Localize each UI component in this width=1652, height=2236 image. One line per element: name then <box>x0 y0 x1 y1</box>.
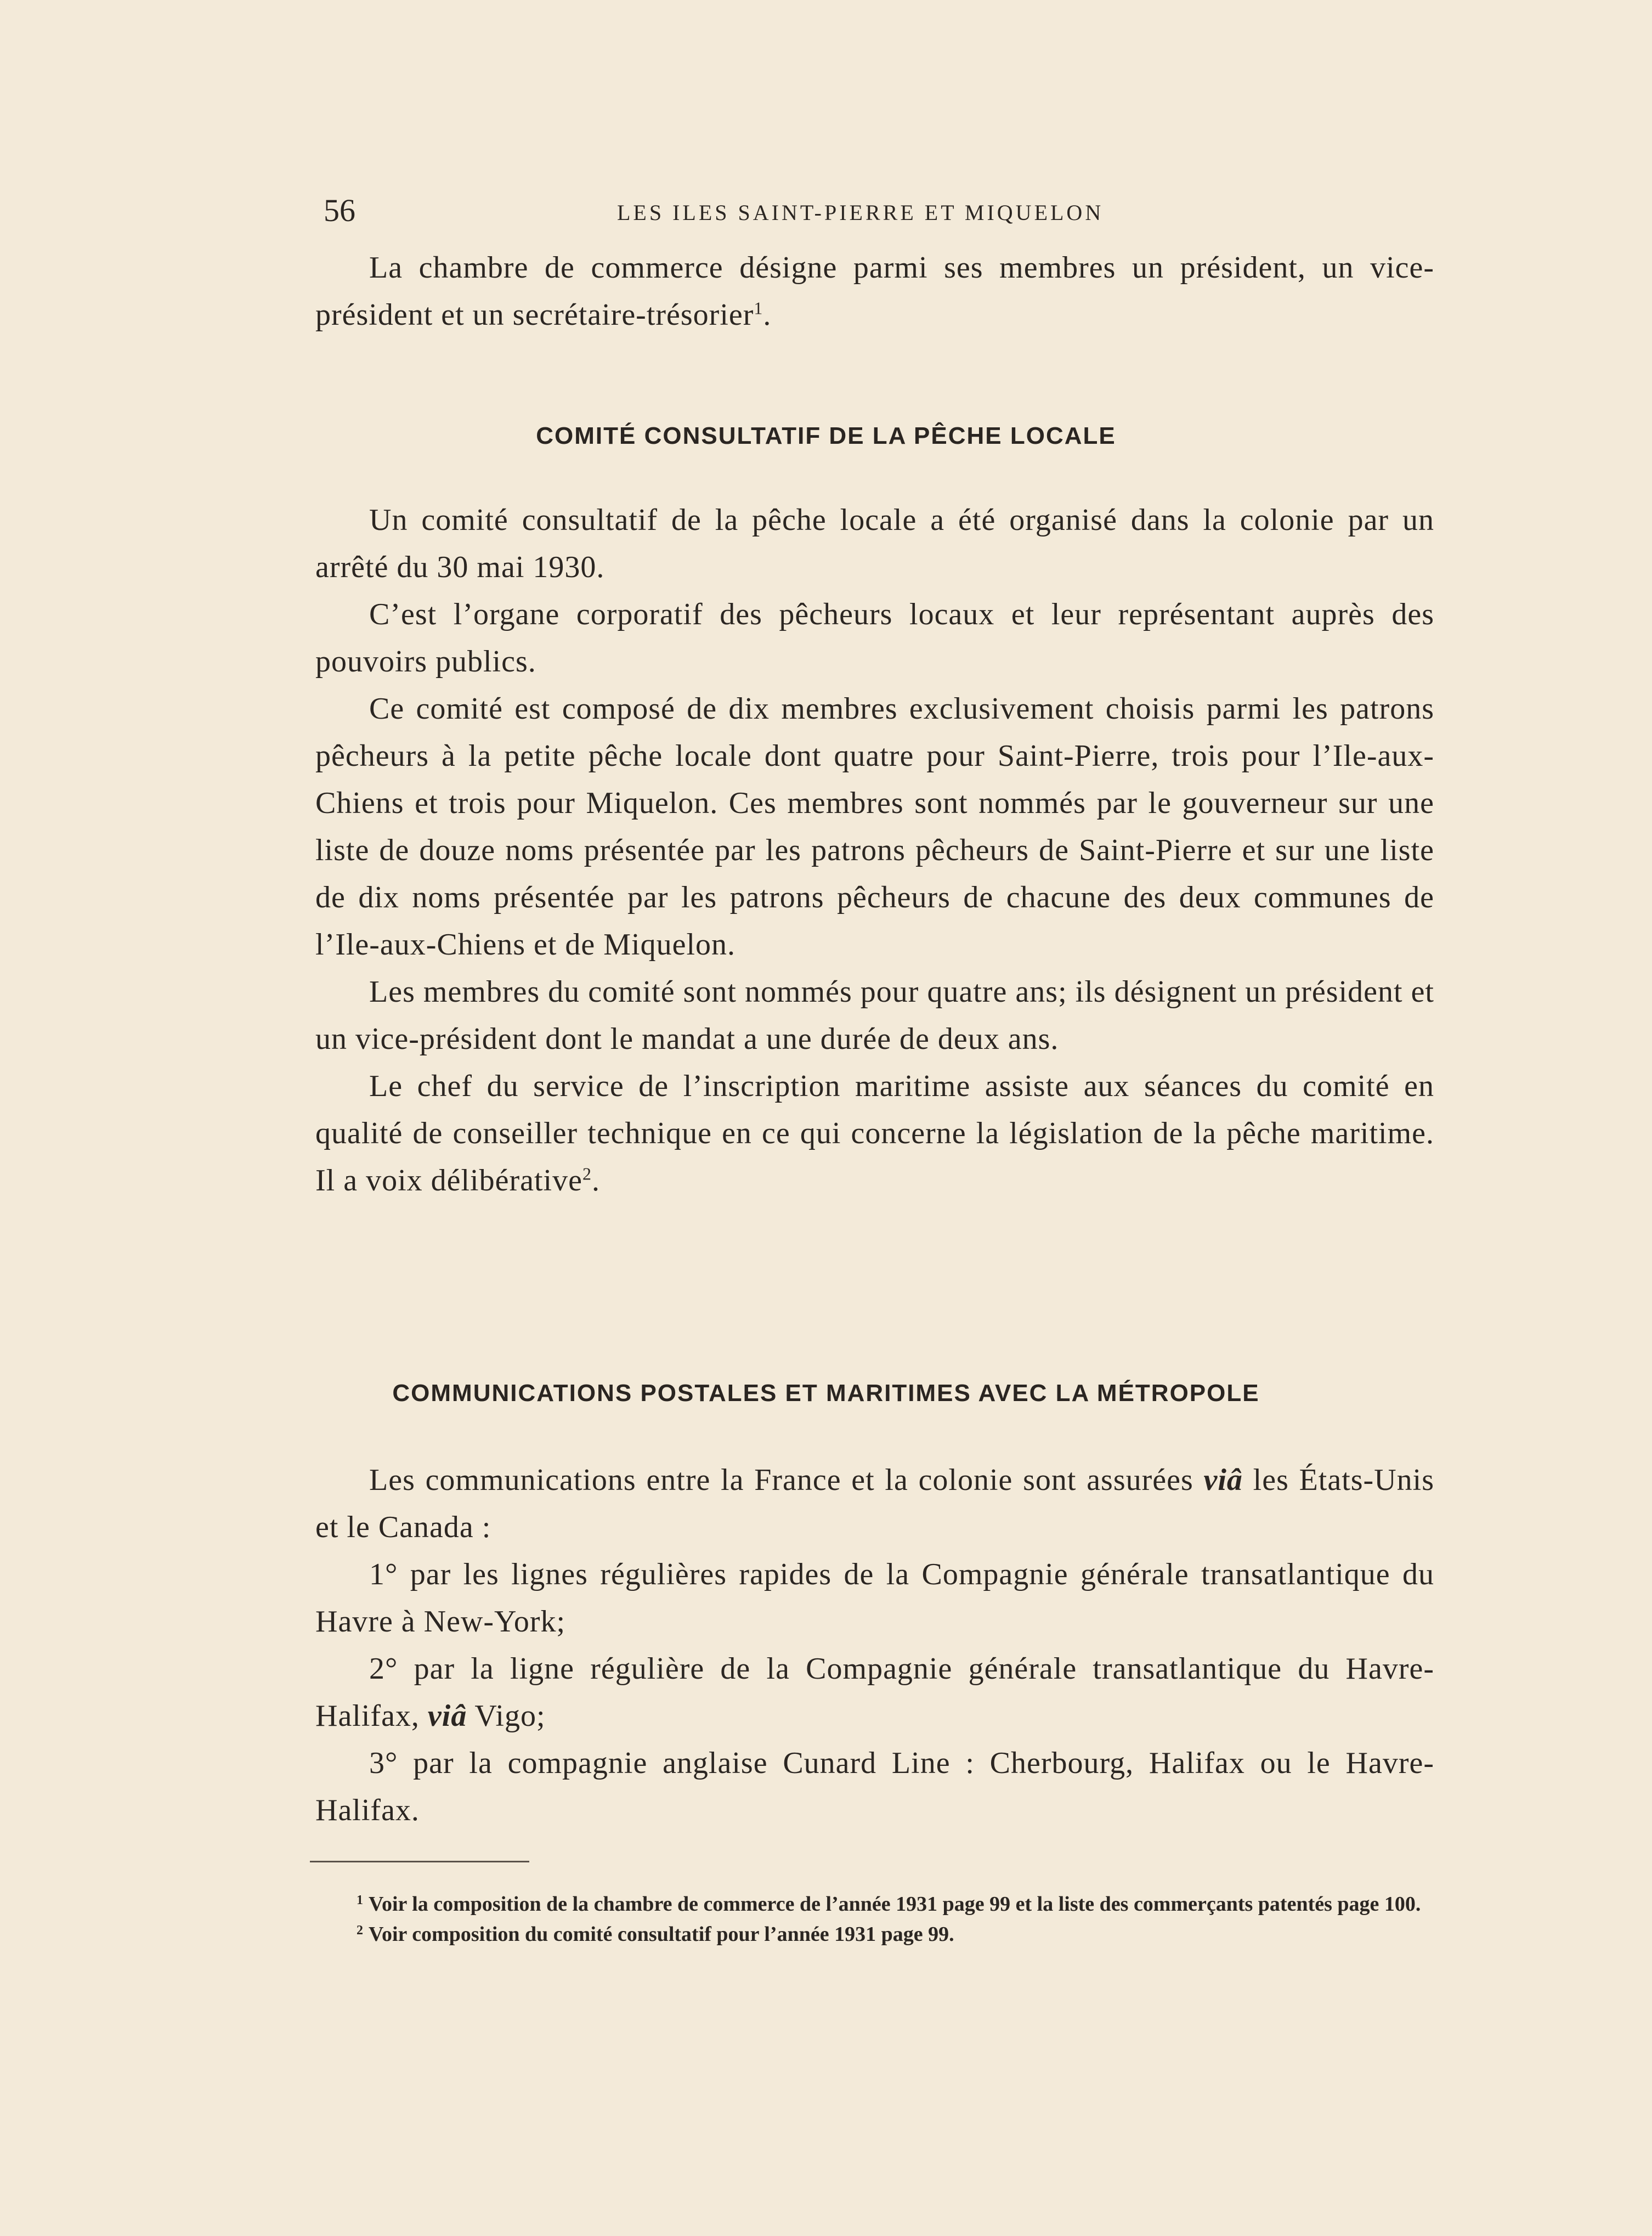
footnote-ref[interactable]: 2 <box>582 1164 592 1184</box>
list-item: 2° par la ligne régulière de la Compagnie générale transatlantique du Havre-Halifax, viâ Vigo; <box>315 1652 1434 1733</box>
page-number: 56 <box>324 193 355 228</box>
list-item: 3° par la compagnie anglaise Cunard Line : Cherbourg, Halifax ou le Havre-Halifax. <box>315 1746 1434 1827</box>
paragraph: Les communications entre la France et la colonie sont assurées viâ les États-Unis et le Canada : <box>315 1463 1434 1544</box>
paragraph: C’est l’organe corporatif des pêcheurs locaux et leur représentant auprès des pouvoirs publics. <box>315 597 1434 679</box>
paragraph: Ce comité est composé de dix membres exclusivement choisis parmi les patrons pêcheurs à la petite pêche locale dont quatre pour Saint-Pierre, trois pour l’Ile-aux-Chiens et trois pour Miquelon. Ces membres sont nommés par le gouverneur sur une liste de douze noms présentée par les patrons pêcheurs de Saint-Pierre et sur une liste de dix noms présentée par les patrons pêcheurs de chacune des deux communes de l’Ile-aux-Chiens et de Miquelon. <box>315 692 1434 962</box>
intro-block <box>315 244 1434 338</box>
paragraph: Un comité consultatif de la pêche locale a été organisé dans la colonie par un arrêté du 30 mai 1930. <box>315 503 1434 584</box>
section-communications-body <box>315 1456 1434 1834</box>
footnote-ref[interactable]: 1 <box>754 298 763 318</box>
footnote-marker: 1 <box>357 1893 363 1907</box>
footnote-marker: 2 <box>357 1923 363 1938</box>
section-heading-comite: COMITÉ CONSULTATIF DE LA PÊCHE LOCALE <box>536 422 1116 449</box>
running-head <box>324 192 1437 230</box>
paragraph: Les membres du comité sont nommés pour quatre ans; ils désignent un président et un vice-président dont le mandat a une durée de deux ans. <box>315 975 1434 1056</box>
section-comite-body <box>315 496 1434 1204</box>
list-item: 1° par les lignes régulières rapides de la Compagnie générale transatlantique du Havre à New-York; <box>315 1557 1434 1639</box>
footnotes <box>307 1887 1437 1947</box>
footnote: $^1$ Voir la composition de la chambre de commerce de l’année 1931 page 99 et la liste des commerçants patentés page 100. <box>357 1893 1421 1916</box>
paragraph: Le chef du service de l’inscription maritime assiste aux séances du comité en qualité de conseiller technique en ce qui concerne la législation de la pêche maritime. Il a voix délibérative$^2$. <box>315 1069 1434 1198</box>
section-heading-communications: COMMUNICATIONS POSTALES ET MARITIMES AVEC LA MÉTROPOLE <box>392 1380 1260 1407</box>
footnote-divider <box>310 1861 529 1862</box>
via-italic: viâ <box>1203 1463 1243 1497</box>
running-title: LES ILES SAINT-PIERRE ET MIQUELON <box>617 200 1104 225</box>
footnote: $^2$ Voir composition du comité consultatif pour l’année 1931 page 99. <box>357 1923 954 1946</box>
via-italic: viâ <box>427 1699 467 1733</box>
intro-paragraph: La chambre de commerce désigne parmi ses membres un président, un vice-président et un secrétaire-trésorier$^1$. <box>315 251 1434 332</box>
